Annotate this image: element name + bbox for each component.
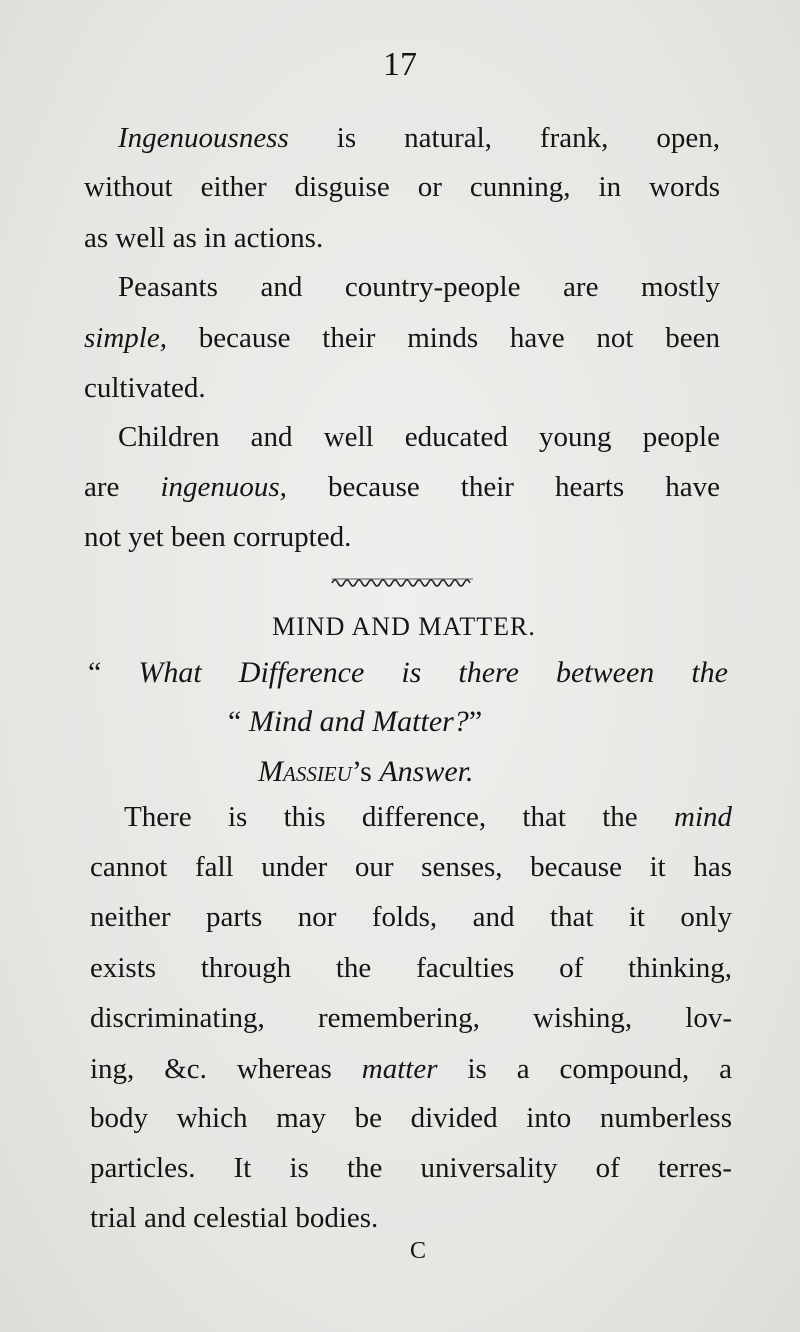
page-number: 17	[383, 46, 417, 83]
term-mind: mind	[674, 801, 733, 833]
ornamental-rule	[330, 574, 475, 588]
question-line-1: “ What Difference is there between the	[88, 656, 728, 689]
term-simple: simple,	[84, 322, 167, 354]
paragraph-4-line-1: There is this difference, that the mind	[124, 801, 733, 833]
paragraph-4-line-9: trial and celestial bodies.	[90, 1202, 379, 1234]
speaker-name: Massieu	[258, 755, 352, 788]
paragraph-1-line-2: without either disguise or cunning, in words	[84, 171, 720, 203]
term-matter: matter	[361, 1053, 438, 1085]
paragraph-4-line-2: cannot fall under our senses, because it has	[90, 851, 732, 883]
paragraph-3-line-1: Children and well educated young people	[118, 421, 720, 453]
paragraph-1-line-3: as well as in actions.	[84, 222, 324, 254]
answer-label: Massieu’s Answer.	[258, 755, 474, 788]
paragraph-4-line-8: particles. It is the universality of terres-	[90, 1152, 732, 1184]
paragraph-4-line-4: exists through the faculties of thinking,	[90, 952, 732, 984]
paragraph-2-line-2: simple, because their minds have not been	[84, 322, 721, 354]
paragraph-4-line-5: discriminating, remembering, wishing, lov-	[90, 1002, 732, 1034]
paragraph-4-line-6: ing, &c. whereas matter is a compound, a	[90, 1053, 733, 1085]
term-ingenuousness: Ingenuousness	[118, 122, 289, 154]
paragraph-2-line-1: Peasants and country-people are mostly	[118, 271, 720, 303]
term-ingenuous: ingenuous,	[160, 471, 287, 503]
paragraph-2-line-3: cultivated.	[84, 372, 206, 404]
paragraph-4-line-7: body which may be divided into numberless	[90, 1102, 732, 1134]
paragraph-3-line-3: not yet been corrupted.	[84, 521, 352, 553]
paragraph-1-line-1: Ingenuousness is natural, frank, open,	[118, 122, 720, 154]
section-title: MIND AND MATTER.	[272, 612, 536, 641]
paragraph-3-line-2: are ingenuous, because their hearts have	[84, 471, 721, 503]
question-line-2: “ Mind and Matter?”	[228, 705, 483, 738]
signature-mark: C	[409, 1238, 426, 1264]
paragraph-4-line-3: neither parts nor folds, and that it only	[90, 901, 732, 933]
